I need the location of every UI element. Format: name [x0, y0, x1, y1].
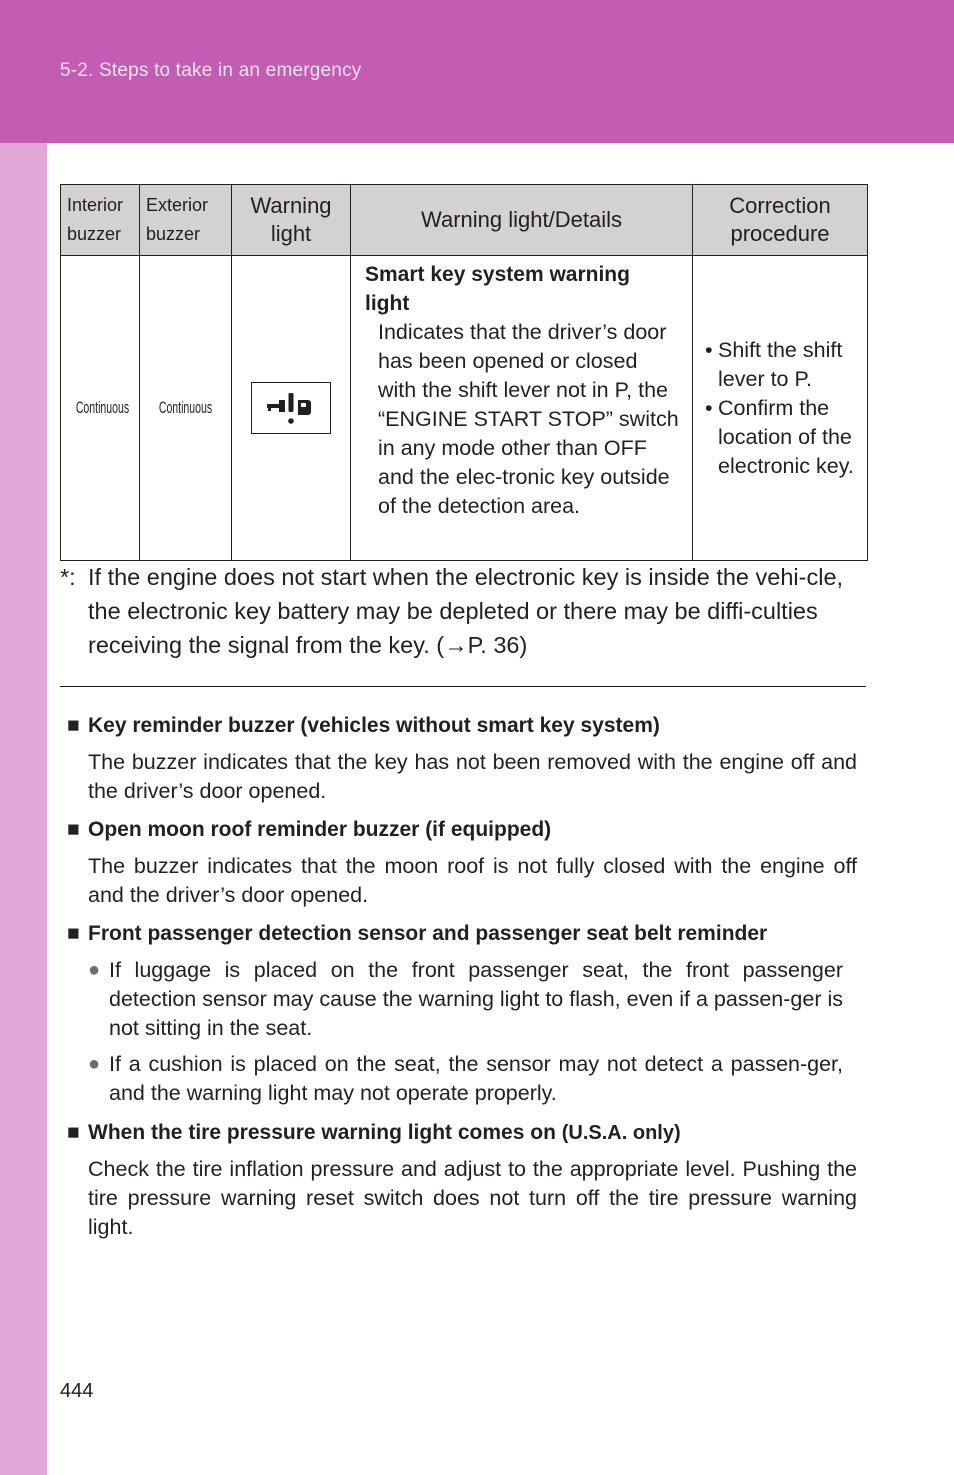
- correction-text: Shift the shift lever to P.: [718, 337, 843, 391]
- correction-text: Confirm the location of the electronic key.: [718, 395, 854, 478]
- note-title-suffix: (U.S.A. only): [561, 1122, 681, 1144]
- footnote-mark: *:: [60, 564, 76, 590]
- header-text: Interior: [67, 195, 124, 215]
- interior-buzzer-value: Continuous: [75, 398, 130, 417]
- exterior-buzzer-value: Continuous: [158, 398, 213, 417]
- list-item: [88, 1050, 857, 1108]
- detail-body: Indicates that the driver’s door has been opened or closed with the shift lever not in P, the “ENGINE START STOP” switch in any mode other than OFF and the elec-tronic key outside of the detection area.: [378, 320, 679, 518]
- note-heading-key-reminder: [67, 708, 857, 744]
- footnote: [60, 560, 866, 662]
- header-text: procedure: [730, 221, 830, 246]
- detail-title: Smart key system warning light: [365, 263, 630, 315]
- bullet: •: [705, 395, 713, 420]
- bullet-text: If a cushion is placed on the seat, the sensor may not detect a passen-ger, and the warning light may not operate properly.: [109, 1052, 843, 1105]
- square-bullet-icon: ■: [67, 1121, 80, 1144]
- page-number: 444: [60, 1380, 94, 1402]
- header-text: Warning: [250, 193, 332, 218]
- header-text: light: [270, 221, 312, 246]
- square-bullet-icon: ■: [67, 922, 80, 945]
- header-text: Exterior: [146, 195, 209, 215]
- side-tab-band: [0, 143, 47, 1475]
- bullet: •: [705, 337, 713, 362]
- header-exterior-buzzer: [140, 185, 232, 256]
- square-bullet-icon: ■: [67, 714, 80, 737]
- correction-item: [705, 336, 861, 394]
- note-title: Front passenger detection sensor and passenger seat belt reminder: [88, 922, 768, 945]
- divider: [60, 686, 866, 687]
- cell-interior-buzzer: [61, 256, 140, 561]
- header-text: buzzer: [146, 224, 201, 244]
- header-text: Correction: [729, 193, 831, 218]
- warning-table: [60, 184, 868, 561]
- cell-exterior-buzzer: [140, 256, 232, 561]
- header-correction: [693, 185, 868, 256]
- cell-warning-light: [232, 256, 351, 561]
- square-bullet-icon: ■: [67, 818, 80, 841]
- header-details: [351, 185, 693, 256]
- smart-key-warning-icon: [251, 382, 331, 434]
- key-exclamation-icon: [265, 390, 317, 426]
- header-text: Warning light/Details: [421, 207, 622, 232]
- circle-bullet-icon: ●: [88, 1053, 101, 1075]
- note-title-main: When the tire pressure warning light comes on: [88, 1121, 556, 1144]
- note-title: [88, 1115, 681, 1151]
- note-body-tire: Check the tire inflation pressure and adjust to the appropriate level. Pushing the tire pressure warning reset switch does not turn off the tire pressure warning light.: [88, 1157, 857, 1239]
- note-heading-tire: [67, 1115, 857, 1151]
- table-row: [61, 256, 868, 561]
- cell-details: [351, 256, 693, 561]
- header-warning-light: [232, 185, 351, 256]
- note-body-key-reminder: The buzzer indicates that the key has not been removed with the engine off and the driver’s door opened.: [88, 750, 857, 803]
- note-heading-moon-roof: [67, 812, 857, 848]
- table-header-row: [61, 185, 868, 256]
- header-text: buzzer: [67, 224, 122, 244]
- bullet-text: If luggage is placed on the front passenger seat, the front passenger detection sensor may cause the warning light to flash, even if a passen-ger is not sitting in the seat.: [109, 958, 843, 1040]
- header-interior-buzzer: [61, 185, 140, 256]
- footnote-text: If the engine does not start when the electronic key is inside the vehi-cle, the electronic key battery may be depleted or there may be diffi-culties receiving the signal from the key. (→P. 36): [88, 564, 844, 658]
- note-title: Open moon roof reminder buzzer (if equipped): [88, 818, 552, 841]
- section-title: 5-2. Steps to take in an emergency: [60, 60, 362, 81]
- circle-bullet-icon: ●: [88, 959, 101, 981]
- note-body-moon-roof: The buzzer indicates that the moon roof is not fully closed with the engine off and the driver’s door opened.: [88, 854, 857, 907]
- correction-item: [705, 394, 861, 481]
- notes-section: [67, 708, 857, 1248]
- note-heading-passenger: [67, 916, 857, 952]
- cell-correction: [693, 256, 868, 561]
- note-title: Key reminder buzzer (vehicles without smart key system): [88, 714, 660, 737]
- list-item: [88, 956, 857, 1043]
